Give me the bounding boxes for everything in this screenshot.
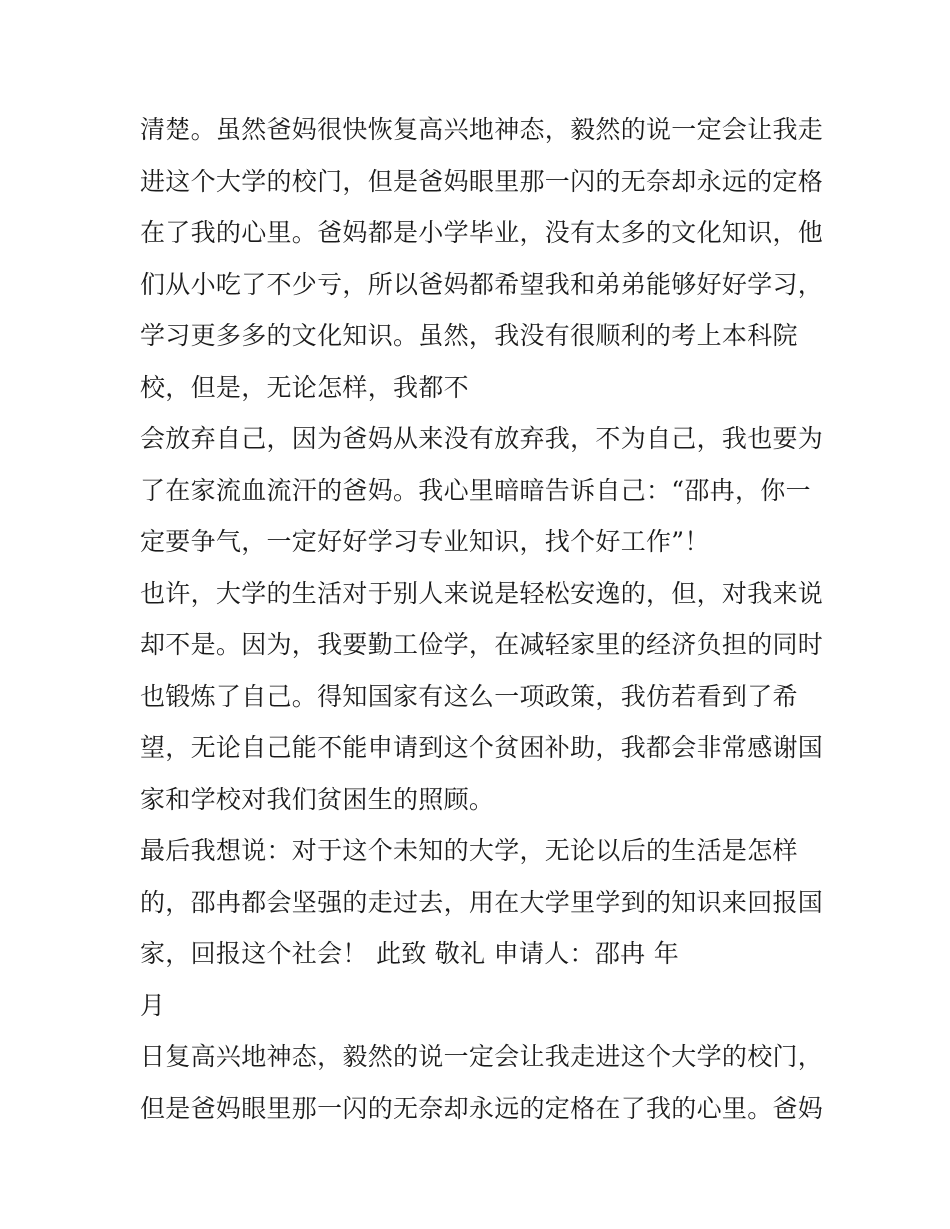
text-line-15: 最后我想说：对于这个未知的大学，无论以后的生活是怎样 [140,836,798,865]
text-line-19: 日复高兴地神态，毅然的说一定会让我走进这个大学的校门， [140,1042,824,1071]
text-line-20: 但是爸妈眼里那一闪的无奈却永远的定格在了我的心里。爸妈 [140,1093,824,1123]
text-line-18: 月 [140,990,166,1020]
text-line-4: 们从小吃了不少亏，所以爸妈都希望我和弟弟能够好好学习， [140,269,824,299]
text-line-9: 定要争气，一定好好学习专业知识，找个好工作”！ [140,527,710,556]
text-line-7: 会放弃自己，因为爸妈从来没有放弃我，不为自己，我也要为 [140,424,824,453]
text-line-13: 望，无论自己能不能申请到这个贫困补助，我都会非常感谢国 [140,733,824,762]
text-line-10: 也许，大学的生活对于别人来说是轻松安逸的，但，对我来说 [140,578,824,608]
document-body [140,104,824,1134]
text-line-16: 的，邵冉都会坚强的走过去，用在大学里学到的知识来回报国 [140,887,824,917]
text-line-3: 在了我的心里。爸妈都是小学毕业，没有太多的文化知识，他 [140,218,824,247]
text-line-2: 进这个大学的校门，但是爸妈眼里那一闪的无奈却永远的定格 [140,166,824,196]
text-line-6: 校，但是，无论怎样，我都不 [140,372,469,402]
text-line-12: 也锻炼了自己。得知国家有这么一项政策，我仿若看到了希 [140,681,798,711]
text-line-17: 家，回报这个社会！ 此致 敬礼 申请人：邵冉 年 [140,939,679,968]
text-line-1: 清楚。虽然爸妈很快恢复高兴地神态，毅然的说一定会让我走 [140,115,824,144]
text-line-8: 了在家流血流汗的爸妈。我心里暗暗告诉自己：“邵冉，你一 [140,475,811,505]
text-line-14: 家和学校对我们贫困生的照顾。 [140,784,495,814]
text-line-5: 学习更多多的文化知识。虽然，我没有很顺利的考上本科院 [140,321,798,350]
text-line-11: 却不是。因为，我要勤工俭学，在减轻家里的经济负担的同时 [140,630,824,659]
